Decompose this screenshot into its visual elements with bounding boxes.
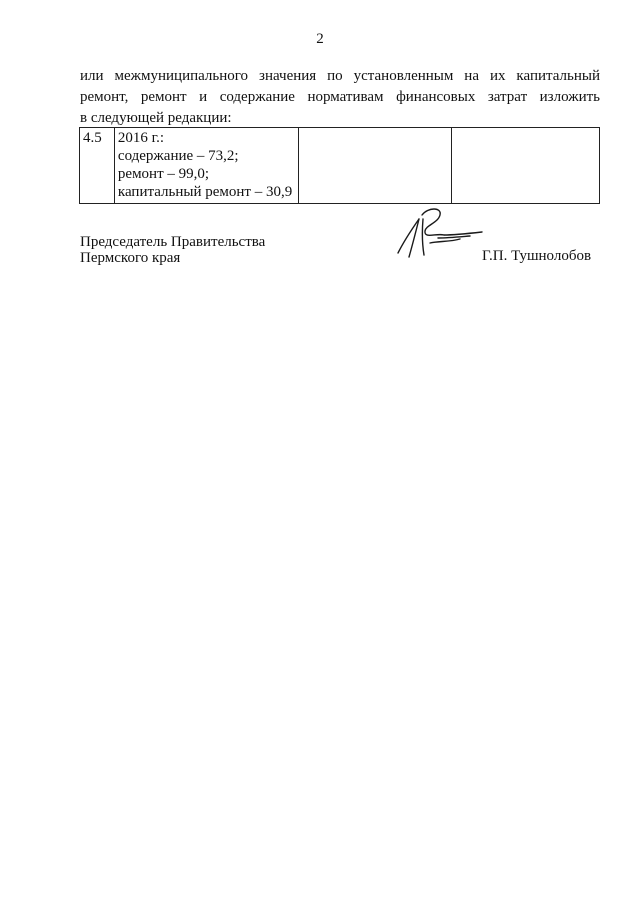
handwritten-signature — [392, 205, 492, 273]
intro-line-1: или межмуниципального значения по установленным на их капитальный — [80, 68, 600, 84]
repair-value: ремонт – 99,0; — [117, 166, 210, 182]
row-values-cell — [114, 128, 298, 204]
row-number-cell: 4.5 — [80, 128, 115, 204]
capital-repair-value: капитальный ремонт – 30,9 — [117, 184, 293, 200]
intro-line-2: ремонт, ремонт и содержание нормативам финансовых затрат изложить — [80, 89, 600, 105]
position-line-1: Председатель Правительства — [80, 234, 266, 250]
maintenance-value: содержание – 73,2; — [117, 148, 239, 164]
signatory-position — [80, 234, 265, 266]
table-row — [80, 128, 600, 204]
page-number: 2 — [316, 31, 324, 47]
intro-line-3: в следующей редакции: — [80, 110, 232, 126]
position-line-2: Пермского края — [80, 250, 181, 266]
intro-paragraph — [80, 66, 600, 129]
signer-name: Г.П. Тушнолобов — [482, 248, 592, 264]
year-label: 2016 г.: — [117, 130, 165, 146]
empty-cell-4 — [452, 128, 600, 204]
amendment-table — [79, 127, 600, 204]
empty-cell-3 — [298, 128, 452, 204]
